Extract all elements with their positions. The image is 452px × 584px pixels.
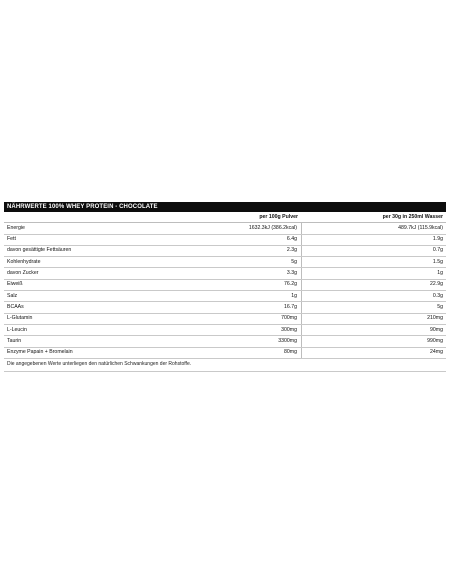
nutrient-name: L-Glutamin (7, 315, 33, 322)
table-row (4, 348, 446, 359)
nutrient-name: Salz (7, 292, 18, 299)
nutrient-name: Enzyme Papain + Bromelain (7, 349, 73, 356)
value-per-100g: 300mg (156, 325, 302, 335)
value-per-30g: 0.7g (432, 247, 443, 254)
table-row (4, 336, 446, 347)
table-header-row (4, 212, 446, 223)
table-row (4, 280, 446, 291)
nutrient-name: Kohlenhydrate (7, 258, 41, 265)
value-per-100g: 2.3g (156, 246, 302, 256)
nutrient-name: davon Zucker (7, 270, 39, 277)
value-per-100g: 3300mg (156, 336, 302, 346)
value-per-30g: 0.3g (432, 292, 443, 299)
value-per-30g: 22.9g (430, 281, 443, 288)
table-row (4, 268, 446, 279)
table-body (4, 223, 446, 359)
value-per-30g: 90mg (430, 326, 443, 333)
value-per-100g: 3.3g (156, 268, 302, 278)
value-per-30g: 1.5g (432, 258, 443, 265)
nutrient-name: Fett (7, 236, 16, 243)
value-per-30g: 24mg (430, 349, 443, 356)
nutrient-name: davon gesättigte Fettsäuren (7, 247, 72, 254)
nutrient-name: BCAAs (7, 303, 24, 310)
nutrient-name: Energie (7, 224, 25, 231)
table-row (4, 246, 446, 257)
nutrient-name: Eiweiß (7, 281, 23, 288)
value-per-100g: 700mg (156, 314, 302, 324)
value-per-100g: 16.7g (156, 302, 302, 312)
value-per-30g: 210mg (427, 315, 443, 322)
table-row (4, 291, 446, 302)
table-title: NÄHRWERTE 100% WHEY PROTEIN - CHOCOLATE (4, 202, 446, 212)
table-row (4, 314, 446, 325)
header-per-100g: per 100g Pulver (259, 213, 298, 220)
nutrient-name: Taurin (7, 337, 22, 344)
value-per-100g: 1632.3kJ (386.2kcal) (156, 223, 302, 233)
value-per-100g: 5g (156, 257, 302, 267)
value-per-100g: 76.2g (156, 280, 302, 290)
nutrient-name: L-Leucin (7, 326, 27, 333)
value-per-100g: 6.4g (156, 235, 302, 245)
value-per-100g: 80mg (156, 348, 302, 358)
table-row (4, 235, 446, 246)
table-row (4, 302, 446, 313)
table-row (4, 325, 446, 336)
value-per-30g: 5g (437, 303, 443, 310)
value-per-30g: 489.7kJ (115.9kcal) (398, 224, 443, 231)
value-per-100g: 1g (156, 291, 302, 301)
value-per-30g: 1.9g (432, 236, 443, 243)
value-per-30g: 1g (437, 270, 443, 277)
table-row (4, 257, 446, 268)
header-per-30g: per 30g in 250ml Wasser (382, 213, 443, 220)
table-footnote: Die angegebenen Werte unterliegen den natürlichen Schwankungen der Rohstoffe. (4, 359, 446, 372)
table-row (4, 223, 446, 234)
value-per-30g: 990mg (427, 337, 443, 344)
nutrition-table (4, 202, 446, 372)
